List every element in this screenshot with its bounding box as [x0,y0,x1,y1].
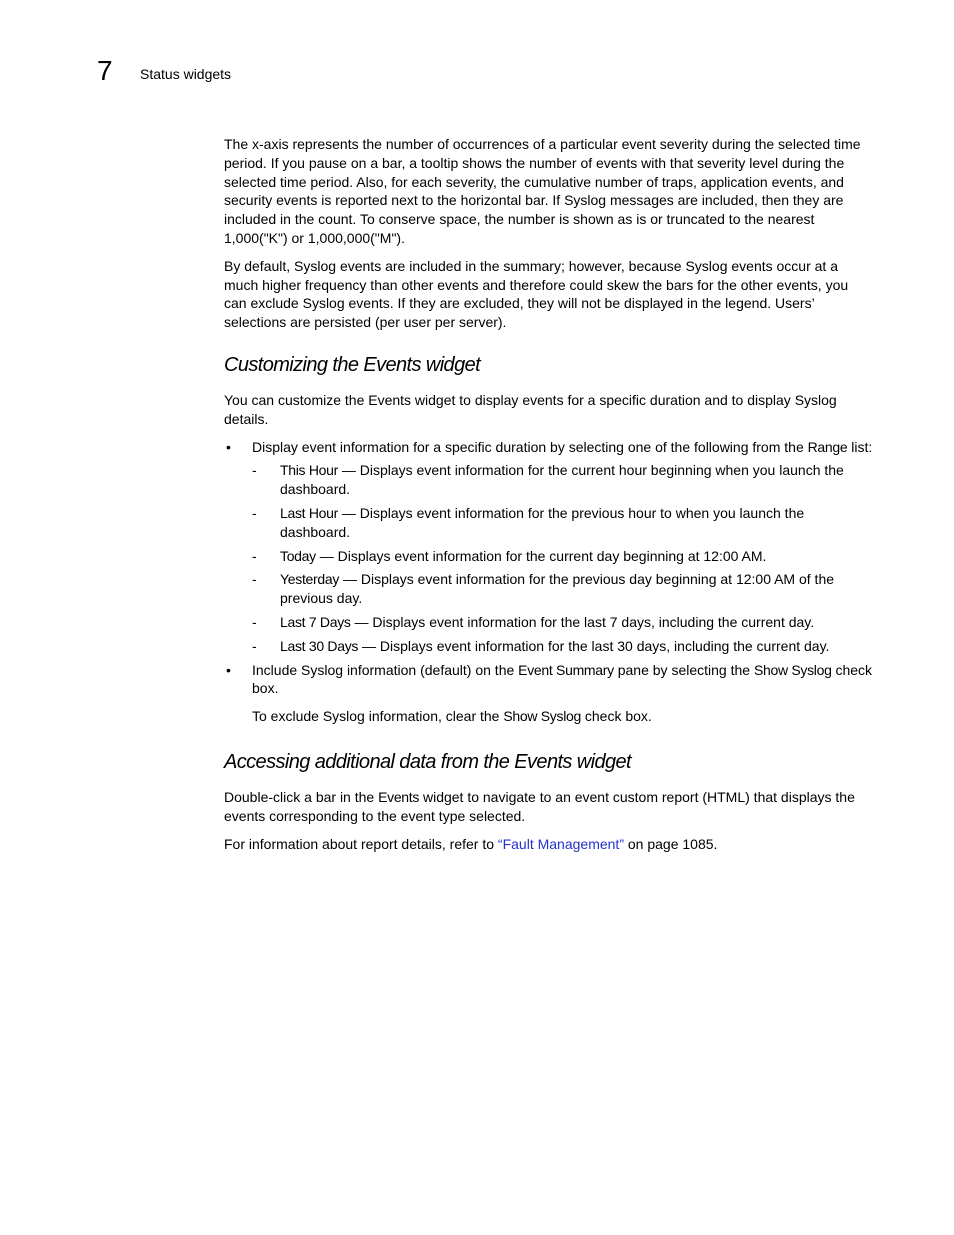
chapter-number: 7 [97,55,113,86]
ui-term-event-summary: Event Summary [518,661,614,678]
fault-management-link[interactable]: “Fault Management” [497,835,624,852]
range-option: - This Hour — Displays event information for the current hour beginning when you launch the dashboard. [252,462,844,498]
dash-icon: - [252,547,257,564]
dash-icon: - [252,613,257,630]
ui-term-show-syslog: Show Syslog [753,661,832,678]
bullet-icon: • [226,661,231,678]
section1-intro: You can customize the Events widget to display events for a specific duration and to display Syslog details. [224,391,837,427]
page-content [224,135,874,862]
dash-icon: - [252,462,257,479]
section2-paragraph-1: Double-click a bar in the Events widget to navigate to an event custom report (HTML) that displays the events corresponding to the event type selected. [224,788,855,824]
range-option: - Yesterday — Displays event information for the previous day beginning at 12:00 AM of the previous day. [252,571,835,607]
range-option: - Last 30 Days — Displays event information for the last 30 days, including the current day. [252,637,830,654]
bullet-syslog: • Include Syslog information (default) on the Event Summary pane by selecting the Show Syslog check box. [226,661,873,697]
range-option: - Last 7 Days — Displays event information for the last 7 days, including the current day. [252,613,815,630]
section-heading-accessing: Accessing additional data from the Events widget [224,750,632,773]
section-heading-customizing: Customizing the Events widget [224,353,481,376]
exclude-syslog-note: To exclude Syslog information, clear the Show Syslog check box. [252,708,652,725]
bullet-icon: • [226,438,231,455]
dash-icon: - [252,571,257,588]
intro-paragraph-1: The x-axis represents the number of occurrences of a particular event severity during the selected time period. If you pause on a bar, a tooltip shows the number of events with that severity level during the selected time period. Also, for each severity, the cumulative number of traps, application events, and security events is reported next to the horizontal bar. If Syslog messages are included, then they are included in the count. To conserve space, the number is shown as is or truncated to the nearest 1,000("K") or 1,000,000("M"). [224,136,861,246]
ui-term-range: Range [807,438,848,455]
chapter-title: Status widgets [140,66,232,82]
range-option: - Last Hour — Displays event information for the previous hour to when you launch the dashboard. [252,504,805,540]
bullet-range: • Display event information for a specific duration by selecting one of the following from the Range list: [226,438,873,455]
dash-icon: - [252,504,257,521]
dash-icon: - [252,637,257,654]
ui-term-events: Events [378,788,420,805]
intro-paragraph-2: By default, Syslog events are included in the summary; however, because Syslog events occur at a much higher frequency than other events and therefore could skew the bars for the other events, you can exclude Syslog events. If they are excluded, they will not be displayed in the legend. Users’ selections are persisted (per user per server). [224,257,849,331]
ui-term-show-syslog: Show Syslog [503,708,581,725]
section2-paragraph-2: For information about report details, refer to “Fault Management” on page 1085. [224,835,718,852]
range-option: - Today — Displays event information for the current day beginning at 12:00 AM. [252,547,767,564]
